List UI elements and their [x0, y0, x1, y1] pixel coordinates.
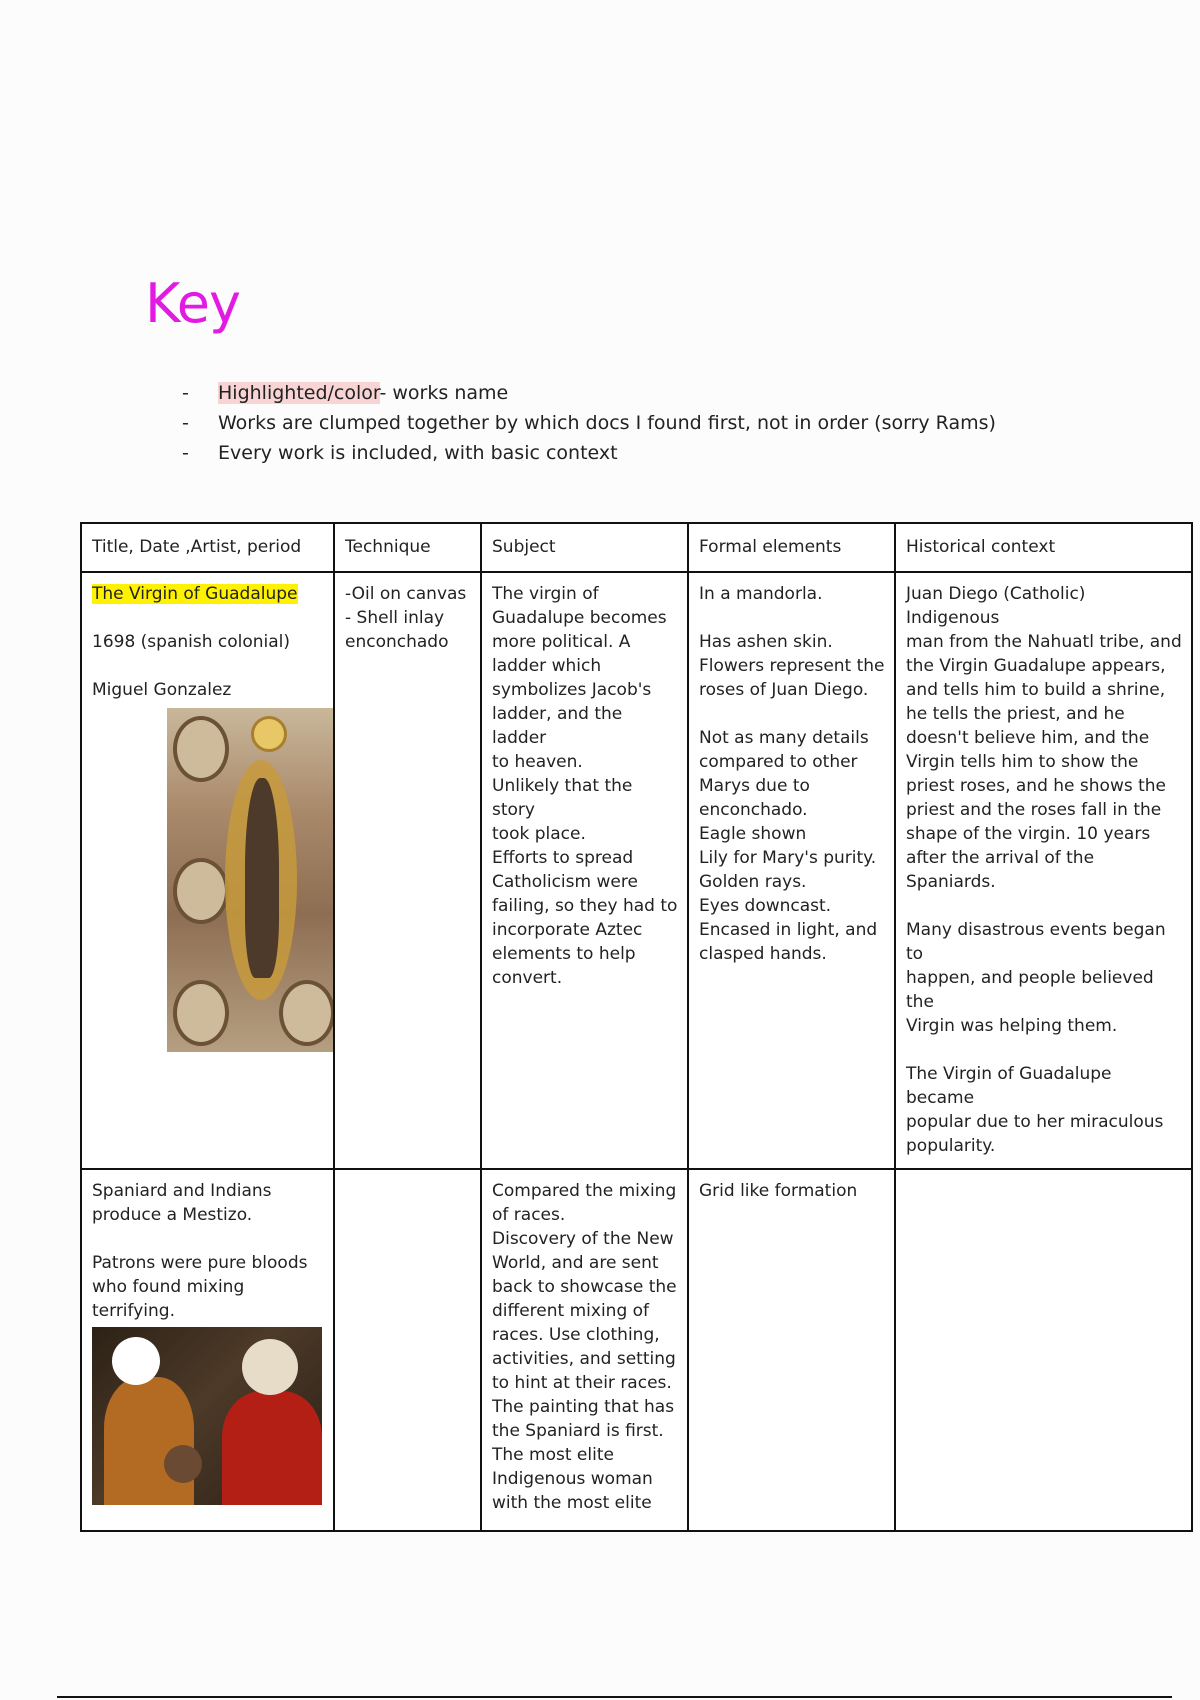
- key-list: [180, 378, 996, 468]
- cell-line: took place.: [492, 824, 586, 844]
- cell-line: produce a Mestizo.: [92, 1205, 253, 1225]
- cell-line: shape of the virgin. 10 years: [906, 824, 1151, 844]
- header-title: Title, Date ,Artist, period: [81, 523, 334, 572]
- key-item: [180, 378, 996, 408]
- key-item-text: - works name: [379, 382, 509, 404]
- cell-line: [906, 1038, 1182, 1062]
- header-subject: Subject: [481, 523, 688, 572]
- cell-line: Patrons were pure bloods: [92, 1253, 308, 1273]
- technique-cell: [334, 1169, 481, 1531]
- cell-line: Indigenous woman: [492, 1469, 653, 1489]
- cell-line: enconchado: [345, 632, 449, 652]
- cell-line: Many disastrous events began to: [906, 920, 1166, 964]
- subject-cell: [481, 572, 688, 1169]
- cell-line: terrifying.: [92, 1301, 175, 1321]
- cell-line: priest roses, and he shows the: [906, 776, 1167, 796]
- cell-line: back to showcase the: [492, 1277, 677, 1297]
- cell-line: more political. A: [492, 632, 631, 652]
- historical-cell: [895, 1169, 1192, 1531]
- cell-line: and tells him to build a shrine,: [906, 680, 1166, 700]
- cell-line: he tells the priest, and he: [906, 704, 1125, 724]
- cell-line: of races.: [492, 1205, 566, 1225]
- key-title: Key: [145, 272, 240, 335]
- virgin-of-guadalupe-image: [167, 708, 333, 1052]
- cell-line: Spaniard and Indians: [92, 1181, 272, 1201]
- technique-cell: [334, 572, 481, 1169]
- subject-cell: [481, 1169, 688, 1531]
- cell-line: the Spaniard is first.: [492, 1421, 664, 1441]
- cell-line: priest and the roses fall in the: [906, 800, 1162, 820]
- cell-line: In a mandorla.: [699, 584, 823, 604]
- cell-line: roses of Juan Diego.: [699, 680, 869, 700]
- key-item-text: Works are clumped together by which docs I found first, not in order (sorry Rams): [218, 412, 996, 434]
- cell-line: elements to help: [492, 944, 636, 964]
- key-highlight-sample: Highlighted/color: [218, 382, 380, 404]
- historical-cell: [895, 572, 1192, 1169]
- cell-line: Virgin was helping them.: [906, 1016, 1118, 1036]
- table-row: [81, 572, 1192, 1169]
- cell-line: to hint at their races.: [492, 1373, 672, 1393]
- cell-line: Lily for Mary's purity.: [699, 848, 877, 868]
- cell-line: failing, so they had to: [492, 896, 678, 916]
- title-cell: [81, 1169, 334, 1531]
- work-date: 1698 (spanish colonial): [92, 632, 291, 652]
- cell-line: [699, 702, 885, 726]
- cell-line: Virgin tells him to show the: [906, 752, 1139, 772]
- cell-line: who found mixing: [92, 1277, 245, 1297]
- header-formal: Formal elements: [688, 523, 895, 572]
- cell-line: The painting that has: [492, 1397, 675, 1417]
- cell-line: ladder, and the ladder: [492, 704, 623, 748]
- cell-line: convert.: [492, 968, 563, 988]
- key-item: [180, 438, 996, 468]
- work-title: The Virgin of Guadalupe: [92, 584, 298, 604]
- cell-line: Catholicism were: [492, 872, 638, 892]
- cell-line: races. Use clothing,: [492, 1325, 660, 1345]
- cell-line: Encased in light, and: [699, 920, 878, 940]
- cell-line: the Virgin Guadalupe appears,: [906, 656, 1166, 676]
- cell-line: Has ashen skin.: [699, 632, 833, 652]
- cell-line: Eagle shown: [699, 824, 807, 844]
- cell-line: -Oil on canvas: [345, 584, 467, 604]
- formal-cell: [688, 572, 895, 1169]
- work-title: [92, 1179, 324, 1227]
- table-header-row: [81, 523, 1192, 572]
- cell-line: activities, and setting: [492, 1349, 676, 1369]
- cell-line: The virgin of: [492, 584, 599, 604]
- cell-line: Compared the mixing: [492, 1181, 677, 1201]
- cell-line: The Virgin of Guadalupe became: [906, 1064, 1112, 1108]
- cell-line: Juan Diego (Catholic) Indigenous: [906, 584, 1086, 628]
- cell-line: The most elite: [492, 1445, 614, 1465]
- work-artist: Miguel Gonzalez: [92, 680, 232, 700]
- cell-line: - Shell inlay: [345, 608, 445, 628]
- cell-line: clasped hands.: [699, 944, 827, 964]
- cell-line: [906, 894, 1182, 918]
- cell-line: compared to other: [699, 752, 858, 772]
- cell-line: different mixing of: [492, 1301, 650, 1321]
- cell-line: Discovery of the New: [492, 1229, 674, 1249]
- cell-line: Golden rays.: [699, 872, 807, 892]
- cell-line: Eyes downcast.: [699, 896, 832, 916]
- cell-line: Unlikely that the story: [492, 776, 633, 820]
- cell-line: World, and are sent: [492, 1253, 659, 1273]
- title-cell: [81, 572, 334, 1169]
- cell-line: man from the Nahuatl tribe, and: [906, 632, 1182, 652]
- cell-line: [699, 606, 885, 630]
- spaniard-and-indian-painting-image: [92, 1327, 322, 1505]
- key-item: [180, 408, 996, 438]
- cell-line: Flowers represent the: [699, 656, 885, 676]
- work-note: [92, 1251, 324, 1323]
- cell-line: Guadalupe becomes: [492, 608, 667, 628]
- page-divider: [57, 1696, 1172, 1698]
- cell-line: to heaven.: [492, 752, 583, 772]
- cell-line: with the most elite: [492, 1493, 652, 1513]
- header-historical: Historical context: [895, 523, 1192, 572]
- header-technique: Technique: [334, 523, 481, 572]
- cell-line: enconchado.: [699, 800, 808, 820]
- cell-line: happen, and people believed the: [906, 968, 1154, 1012]
- works-table: [80, 522, 1193, 1532]
- formal-cell: [688, 1169, 895, 1531]
- cell-line: incorporate Aztec: [492, 920, 643, 940]
- cell-line: symbolizes Jacob's: [492, 680, 652, 700]
- cell-line: popular due to her miraculous: [906, 1112, 1164, 1132]
- cell-line: Not as many details: [699, 728, 869, 748]
- cell-line: ladder which: [492, 656, 602, 676]
- cell-line: after the arrival of the Spaniards.: [906, 848, 1095, 892]
- cell-line: Marys due to: [699, 776, 810, 796]
- cell-line: doesn't believe him, and the: [906, 728, 1150, 748]
- table-row: [81, 1169, 1192, 1531]
- cell-line: Efforts to spread: [492, 848, 634, 868]
- cell-line: Grid like formation: [699, 1181, 858, 1201]
- cell-line: popularity.: [906, 1136, 996, 1156]
- key-item-text: Every work is included, with basic context: [218, 442, 618, 464]
